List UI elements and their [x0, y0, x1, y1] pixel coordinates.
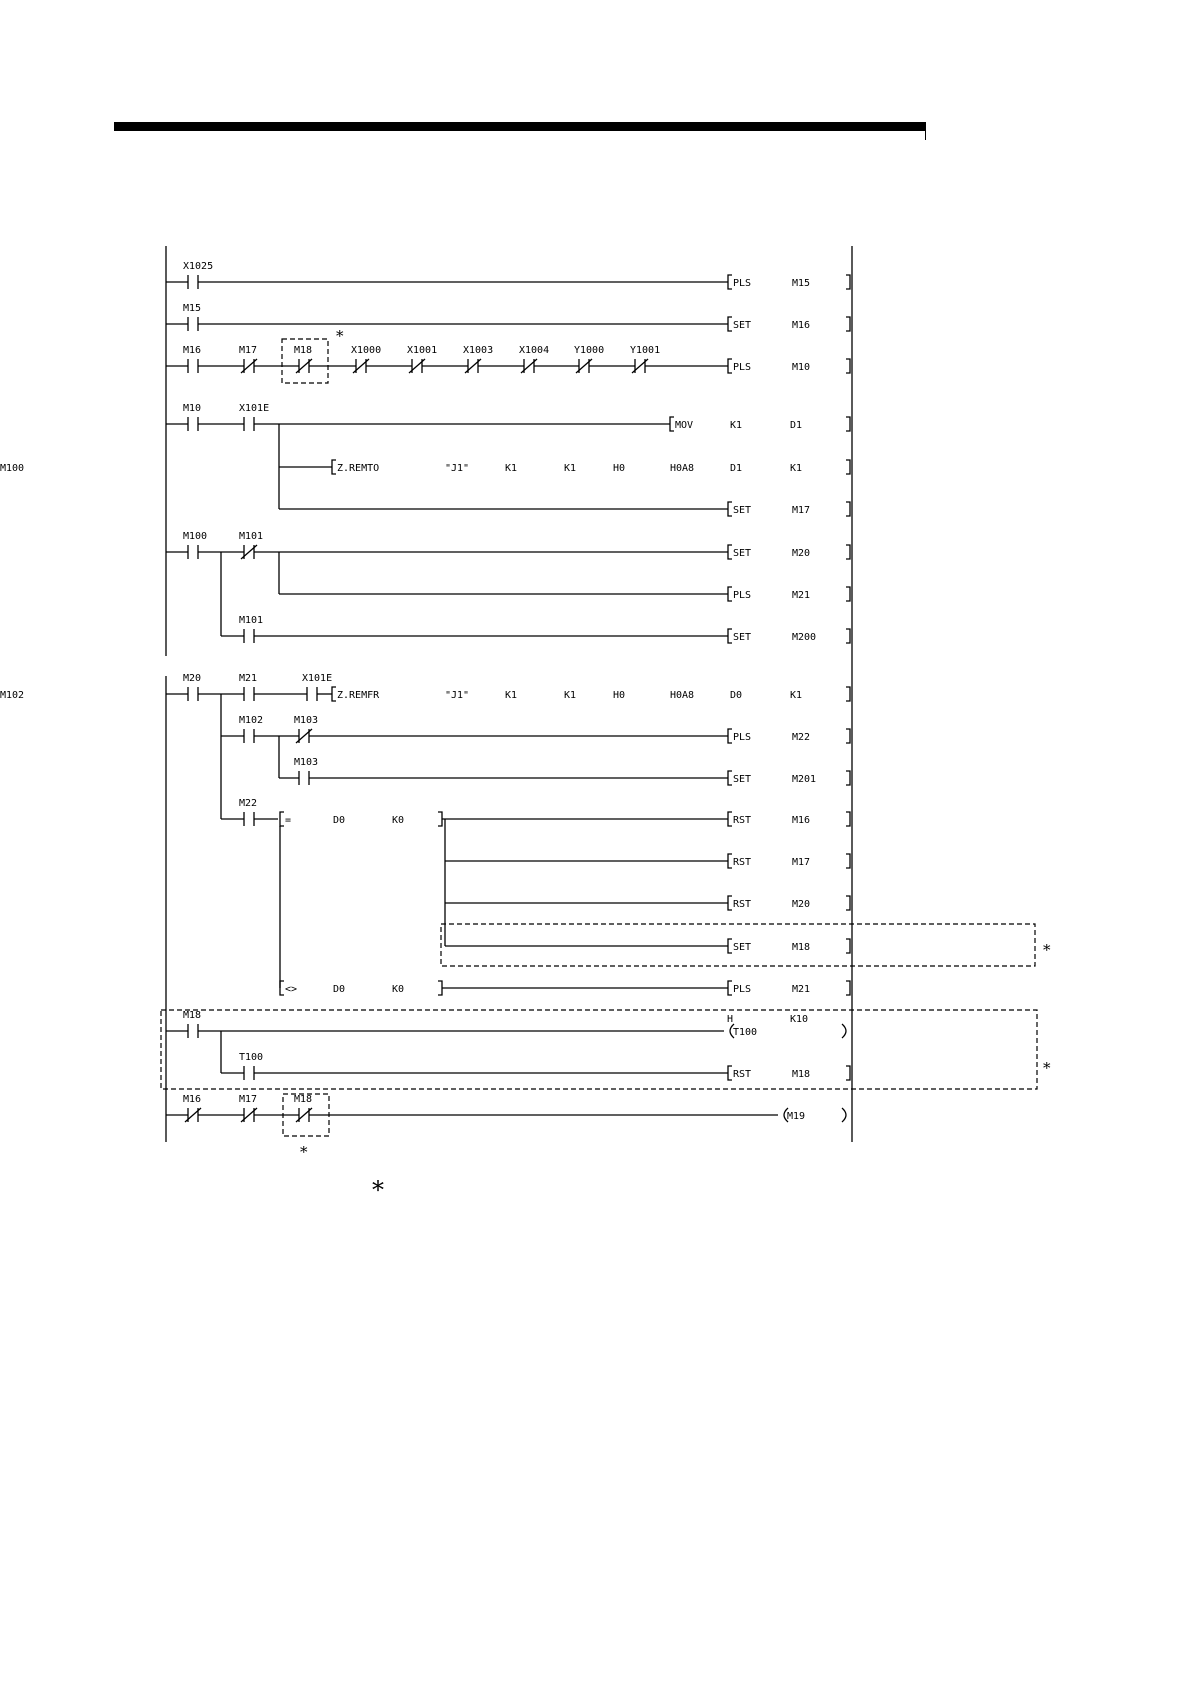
contact-label: M100 [183, 531, 208, 542]
instruction-open-bracket [728, 854, 732, 868]
contact-label: M20 [183, 673, 202, 684]
compare-open-bracket [280, 812, 284, 826]
instruction-open-bracket [728, 359, 732, 373]
instruction-arg: M102 [0, 690, 25, 701]
footnote-asterisk: * [372, 1176, 384, 1204]
instruction-arg: M15 [792, 278, 811, 289]
instruction-op: PLS [733, 590, 752, 601]
instruction-arg: M18 [792, 942, 811, 953]
instruction-op: RST [733, 1069, 752, 1080]
instruction-close-bracket [846, 687, 850, 701]
asterisk-marker: * [300, 1143, 308, 1161]
instruction-op: RST [733, 815, 752, 826]
instruction-close-bracket [846, 275, 850, 289]
instruction-arg: M10 [792, 362, 811, 373]
contact-label: M22 [239, 798, 258, 809]
instruction-op: SET [733, 942, 752, 953]
instruction-op: SET [733, 548, 752, 559]
instruction-close-bracket [846, 896, 850, 910]
instruction-open-bracket [728, 275, 732, 289]
instruction-close-bracket [846, 417, 850, 431]
contact-label: Y1001 [630, 345, 661, 356]
instruction-close-bracket [846, 812, 850, 826]
instruction-op: PLS [733, 278, 752, 289]
instruction-arg: M21 [792, 984, 811, 995]
contact-label: X1004 [519, 345, 550, 356]
compare-close-bracket [438, 812, 442, 826]
instruction-arg: M20 [792, 548, 811, 559]
instruction-open-bracket [728, 939, 732, 953]
contact-label: M18 [294, 1094, 313, 1105]
contact-label: M17 [239, 1094, 258, 1105]
instruction-arg: "J1" [445, 463, 470, 474]
instruction-open-bracket [728, 771, 732, 785]
compare-op: <> [285, 984, 298, 995]
instruction-op: RST [733, 899, 752, 910]
instruction-op: RST [733, 857, 752, 868]
instruction-close-bracket [846, 359, 850, 373]
contact-label: M15 [183, 303, 202, 314]
instruction-op: PLS [733, 732, 752, 743]
compare-arg: K0 [392, 815, 405, 826]
coil-label: M19 [787, 1111, 806, 1122]
instruction-op: PLS [733, 362, 752, 373]
contact-label: M101 [239, 531, 264, 542]
instruction-op: SET [733, 320, 752, 331]
contact-label: M10 [183, 403, 202, 414]
compare-op: = [285, 815, 292, 826]
contact-label: M16 [183, 1094, 202, 1105]
instruction-arg: M200 [792, 632, 817, 643]
compare-arg: K0 [392, 984, 405, 995]
instruction-close-bracket [846, 587, 850, 601]
instruction-arg: H0 [613, 463, 626, 474]
coil-close [842, 1108, 846, 1122]
instruction-open-bracket [670, 417, 674, 431]
instruction-arg: K1 [564, 463, 577, 474]
contact-label: X1025 [183, 261, 214, 272]
instruction-arg: M21 [792, 590, 811, 601]
instruction-arg: M16 [792, 815, 811, 826]
instruction-close-bracket [846, 939, 850, 953]
instruction-arg: D0 [730, 690, 743, 701]
instruction-arg: M20 [792, 899, 811, 910]
contact-label: M18 [183, 1010, 202, 1021]
contact-label: Y1000 [574, 345, 605, 356]
instruction-op: PLS [733, 984, 752, 995]
instruction-open-bracket [728, 729, 732, 743]
instruction-arg: M16 [792, 320, 811, 331]
instruction-op: SET [733, 505, 752, 516]
instruction-op: Z.REMTO [337, 463, 380, 474]
instruction-arg: K1 [505, 463, 518, 474]
contact-label: T100 [239, 1052, 264, 1063]
contact-label: M17 [239, 345, 258, 356]
compare-open-bracket [280, 981, 284, 995]
instruction-close-bracket [846, 1066, 850, 1080]
contact-label: M101 [239, 615, 264, 626]
instruction-op: SET [733, 632, 752, 643]
instruction-arg: H0A8 [670, 463, 695, 474]
timer-setting: K10 [790, 1014, 809, 1025]
instruction-open-bracket [728, 317, 732, 331]
coil-close [842, 1024, 846, 1038]
asterisk-marker: * [1043, 1059, 1051, 1077]
instruction-close-bracket [846, 771, 850, 785]
instruction-open-bracket [728, 1066, 732, 1080]
contact-label: X1003 [463, 345, 494, 356]
instruction-open-bracket [728, 812, 732, 826]
compare-arg: D0 [333, 984, 346, 995]
instruction-arg: M201 [792, 774, 817, 785]
instruction-open-bracket [332, 460, 336, 474]
instruction-close-bracket [846, 502, 850, 516]
instruction-close-bracket [846, 317, 850, 331]
instruction-open-bracket [728, 502, 732, 516]
timer-prefix: H [727, 1014, 734, 1025]
instruction-arg: M22 [792, 732, 811, 743]
highlight-box-timer [161, 1010, 1037, 1089]
asterisk-marker: * [1043, 941, 1051, 959]
contact-label: M21 [239, 673, 258, 684]
contact-label: X1001 [407, 345, 438, 356]
instruction-open-bracket [728, 896, 732, 910]
timer-coil-label: T100 [733, 1027, 758, 1038]
instruction-arg: K1 [564, 690, 577, 701]
contact-label: X101E [239, 403, 270, 414]
contact-label: M102 [239, 715, 264, 726]
instruction-close-bracket [846, 981, 850, 995]
instruction-arg: K1 [730, 420, 743, 431]
instruction-open-bracket [728, 981, 732, 995]
instruction-close-bracket [846, 729, 850, 743]
asterisk-marker: * [336, 327, 344, 345]
instruction-close-bracket [846, 629, 850, 643]
instruction-open-bracket [728, 587, 732, 601]
instruction-arg: "J1" [445, 690, 470, 701]
contact-label: X1000 [351, 345, 382, 356]
instruction-arg: M18 [792, 1069, 811, 1080]
instruction-open-bracket [728, 545, 732, 559]
instruction-close-bracket [846, 545, 850, 559]
contact-label: M18 [294, 345, 313, 356]
instruction-arg: D1 [790, 420, 803, 431]
instruction-arg: K1 [790, 690, 803, 701]
contact-label: M103 [294, 757, 319, 768]
compare-arg: D0 [333, 815, 346, 826]
instruction-arg: K1 [790, 463, 803, 474]
compare-close-bracket [438, 981, 442, 995]
instruction-arg: M17 [792, 857, 811, 868]
contact-label: X101E [302, 673, 333, 684]
instruction-open-bracket [728, 629, 732, 643]
instruction-arg: M17 [792, 505, 811, 516]
instruction-close-bracket [846, 854, 850, 868]
instruction-arg: H0A8 [670, 690, 695, 701]
instruction-op: Z.REMFR [337, 690, 380, 701]
instruction-op: MOV [675, 420, 694, 431]
instruction-arg: D1 [730, 463, 743, 474]
instruction-arg: H0 [613, 690, 626, 701]
instruction-arg: M100 [0, 463, 25, 474]
instruction-op: SET [733, 774, 752, 785]
contact-label: M16 [183, 345, 202, 356]
instruction-close-bracket [846, 460, 850, 474]
instruction-arg: K1 [505, 690, 518, 701]
contact-label: M103 [294, 715, 319, 726]
instruction-open-bracket [332, 687, 336, 701]
